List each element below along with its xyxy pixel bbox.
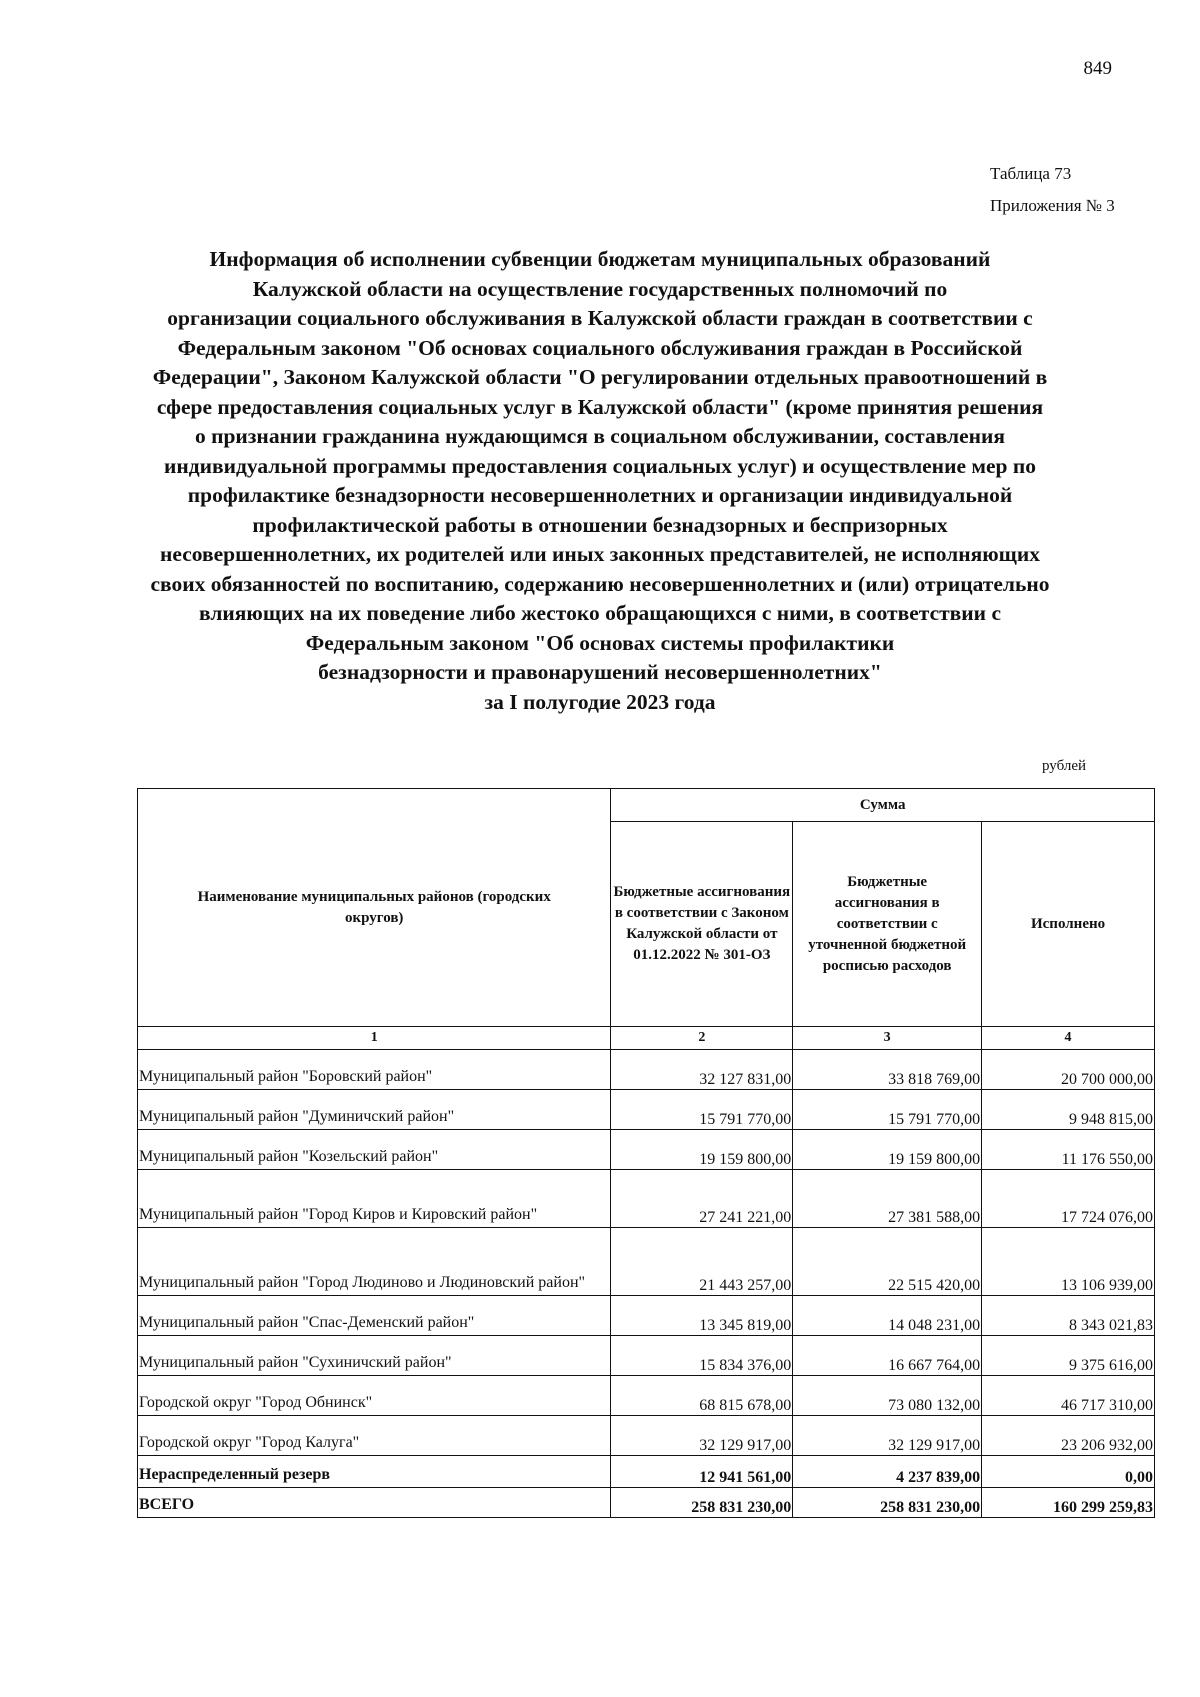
header-col2: Бюджетные ассигнования в соответствии с Законом Калужской области от 01.12.2022 № 301-ОЗ [611,822,793,1027]
row-value: 11 176 550,00 [982,1130,1155,1170]
row-name: Муниципальный район "Сухиничский район" [138,1336,611,1376]
total-value: 160 299 259,83 [982,1488,1155,1518]
row-value: 16 667 764,00 [793,1336,982,1376]
row-value: 20 700 000,00 [982,1050,1155,1090]
title-line: Федеральным законом "Об основах социального обслуживания граждан в Российской [177,335,1023,360]
reserve-value: 4 237 839,00 [793,1456,982,1488]
header-col4: Исполнено [982,822,1155,1027]
table-row [138,1336,1155,1376]
row-value: 27 381 588,00 [793,1170,982,1228]
row-value: 73 080 132,00 [793,1376,982,1416]
table-reference [990,158,1115,222]
table-row [138,1228,1155,1296]
row-value: 33 818 769,00 [793,1050,982,1090]
title-line: профилактике безнадзорности несовершеннолетних и организации индивидуальной [187,483,1013,507]
title-line: о признании гражданина нуждающимся в социальном обслуживании, составления [194,424,1006,448]
row-value: 8 343 021,83 [982,1296,1155,1336]
header-name-text: Наименование муниципальных районов (городских округов) [197,888,551,926]
row-name: Муниципальный район "Город Киров и Кировский район" [138,1170,611,1228]
total-value: 258 831 230,00 [611,1488,793,1518]
row-value: 13 106 939,00 [982,1228,1155,1296]
reserve-value: 12 941 561,00 [611,1456,793,1488]
index-row [138,1027,1155,1050]
row-name: Городской округ "Город Обнинск" [138,1376,611,1416]
row-name: Муниципальный район "Думиничский район" [138,1090,611,1130]
title-line: организации социального обслуживания в Калужской области граждан в соответствии с [167,306,1033,330]
reserve-row [138,1456,1155,1488]
row-name: Муниципальный район "Боровский район" [138,1050,611,1090]
units-label: рублей [1042,758,1087,774]
row-value: 15 791 770,00 [793,1090,982,1130]
title-line: индивидуальной программы предоставления социальных услуг) и осуществление мер по [163,453,1037,478]
index-cell: 3 [793,1027,982,1050]
row-name: Муниципальный район "Спас-Деменский район" [138,1296,611,1336]
title-line: влияющих на их поведение либо жестоко обращающихся с ними, в соответствии с [199,601,1001,625]
title-line: Федерации", Законом Калужской области "О регулировании отдельных правоотношений в [152,365,1048,389]
title-line: Калужской области на осуществление государственных полномочий по [252,276,948,301]
table-label: Таблица 73 [990,164,1072,183]
title-line: Информация об исполнении субвенции бюджетам муниципальных образований [209,247,991,271]
row-value: 9 375 616,00 [982,1336,1155,1376]
row-value: 46 717 310,00 [982,1376,1155,1416]
header-name [138,789,611,1027]
row-value: 17 724 076,00 [982,1170,1155,1228]
row-name: Городской округ "Город Калуга" [138,1416,611,1456]
header-sum: Сумма [611,789,1155,822]
total-value: 258 831 230,00 [793,1488,982,1518]
row-value: 19 159 800,00 [793,1130,982,1170]
table-row [138,1130,1155,1170]
row-value: 22 515 420,00 [793,1228,982,1296]
row-value: 32 127 831,00 [611,1050,793,1090]
index-cell: 2 [611,1027,793,1050]
row-name: Муниципальный район "Козельский район" [138,1130,611,1170]
reserve-name: Нераспределенный резерв [138,1456,611,1488]
title-line: сфере предоставления социальных услуг в Калужской области" (кроме принятия решения [156,394,1044,419]
title-line: профилактической работы в отношении безнадзорных и беспризорных [252,512,948,537]
table-row [138,1296,1155,1336]
table-row [138,1050,1155,1090]
title-line: своих обязанностей по воспитанию, содержанию несовершеннолетних и (или) отрицательно [150,571,1050,596]
index-cell: 4 [982,1027,1155,1050]
row-value: 21 443 257,00 [611,1228,793,1296]
table-row [138,1170,1155,1228]
reserve-value: 0,00 [982,1456,1155,1488]
row-value: 14 048 231,00 [793,1296,982,1336]
index-cell: 1 [138,1027,611,1050]
row-value: 13 345 819,00 [611,1296,793,1336]
total-row [138,1488,1155,1518]
row-value: 27 241 221,00 [611,1170,793,1228]
table-row [138,1090,1155,1130]
total-name: ВСЕГО [138,1488,611,1518]
row-value: 32 129 917,00 [611,1416,793,1456]
row-value: 9 948 815,00 [982,1090,1155,1130]
row-value: 68 815 678,00 [611,1376,793,1416]
title-line: несовершеннолетних, их родителей или иных законных представителей, не исполняющих [160,542,1040,566]
row-value: 32 129 917,00 [793,1416,982,1456]
page-number: 849 [1083,58,1112,79]
row-value: 23 206 932,00 [982,1416,1155,1456]
document-title [120,245,1080,717]
budget-table [137,788,1155,1518]
table-row [138,1376,1155,1416]
header-col3: Бюджетные ассигнования в соответствии с уточненной бюджетной росписью расходов [793,822,982,1027]
appendix-label: Приложения № 3 [990,196,1115,215]
row-value: 15 791 770,00 [611,1090,793,1130]
title-line: Федеральным законом "Об основах системы профилактики [305,630,895,655]
row-name: Муниципальный район "Город Людиново и Людиновский район" [138,1228,611,1296]
table-row [138,1416,1155,1456]
title-line: за I полугодие 2023 года [484,689,716,714]
row-value: 15 834 376,00 [611,1336,793,1376]
title-line: безнадзорности и правонарушений несовершеннолетних" [318,660,882,684]
row-value: 19 159 800,00 [611,1130,793,1170]
